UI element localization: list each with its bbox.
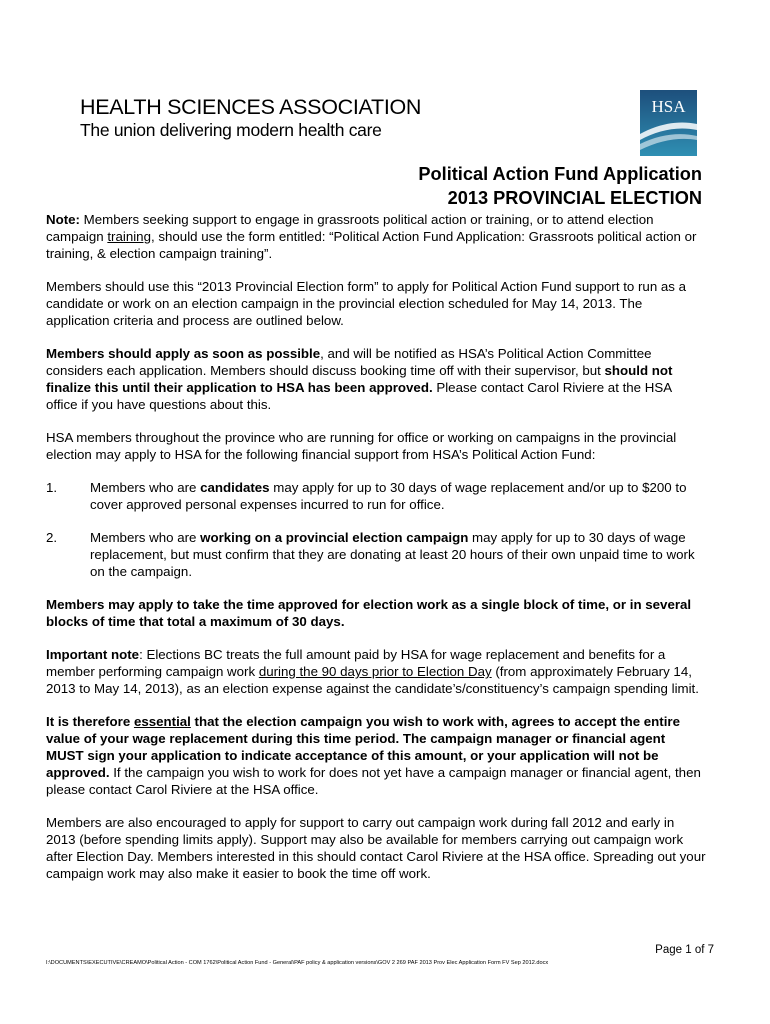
essential-paragraph: It is therefore essential that the election campaign you wish to work with, agrees to accept the entire value of your wage replacement during this time period. The campaign manager or financial agent MUST sign your application to indicate acceptance of this amount, or your application will not be approved. If the campaign you wish to work for does not yet have a campaign manager or financial agent, then please contact Carol Riviere at the HSA office. xyxy=(46,714,701,797)
time-blocks-paragraph: Members may apply to take the time approved for election work as a single block of time, or in several blocks of time that total a maximum of 30 days. xyxy=(46,597,692,629)
additional-support-paragraph: Members are also encouraged to apply for support to carry out campaign work during fall 2012 and early in 2013 (before spending limits apply). Support may also be available for members carrying out campaign work after Election Day. Members interested in this should contact Carol Riviere at the HSA office. Spreading out your campaign work may also make it easier to book the time off work. xyxy=(46,815,706,881)
list-number: 2. xyxy=(46,530,58,545)
list-number: 1. xyxy=(46,480,58,495)
list-item xyxy=(46,479,706,513)
organization-tagline: The union delivering modern health care xyxy=(80,120,382,140)
list-text: Members who are candidates may apply for up to 30 days of wage replacement and/or up to $200 to cover approved personal expenses incurred to run for office. xyxy=(90,480,687,512)
organization-header xyxy=(80,95,421,141)
logo-text: HSA xyxy=(651,97,686,116)
page-number: Page 1 of 7 xyxy=(655,944,714,956)
document-title xyxy=(418,162,702,210)
intro-paragraph: Members should use this “2013 Provincial Election form” to apply for Political Action Fund support to run as a candidate or work on an election campaign in the provincial election scheduled for May 14, 2013. The application criteria and process are outlined below. xyxy=(46,279,687,328)
organization-name: HEALTH SCIENCES ASSOCIATION xyxy=(80,95,422,119)
note-label: Note: xyxy=(46,212,80,227)
eligibility-paragraph: HSA members throughout the province who are running for office or working on campaigns in the provincial election may apply to HSA for the following financial support from HSA’s Political Action Fund: xyxy=(46,430,677,462)
hsa-logo xyxy=(640,90,697,156)
apply-asap-paragraph: Members should apply as soon as possible, and will be notified as HSA’s Political Action Committee considers each application. Members should discuss booking time off with their supervisor, but should not finalize this until their application to HSA has been approved. Please contact Carol Riviere at the HSA office if you have questions about this. xyxy=(46,346,673,412)
title-line-1: Political Action Fund Application xyxy=(418,164,702,184)
document-body xyxy=(46,211,706,898)
training-underlined: training xyxy=(107,229,151,244)
file-path-footer: I:\DOCUMENTS\EXECUTIVE\CREAMO\Political Action - COM 1762\Political Action Fund - General\PAF policy & application versions\GOV 2 269 PAF 2013 Prov Elec Application Form FV Sep 2012.docx xyxy=(46,960,549,966)
note-paragraph: Note: Members seeking support to engage in grassroots political action or training, or to attend election campaign training, should use the form entitled: “Political Action Fund Application: Grassroots political action or training, & election campaign training”. xyxy=(46,212,697,261)
important-note-paragraph: Important note: Elections BC treats the full amount paid by HSA for wage replacement and benefits for a member performing campaign work during the 90 days prior to Election Day (from approximately February 14, 2013 to May 14, 2013), as an election expense against the candidate’s/constituency’s campaign spending limit. xyxy=(46,647,699,696)
list-item xyxy=(46,529,706,580)
title-line-2: 2013 PROVINCIAL ELECTION xyxy=(447,188,702,208)
list-text: Members who are working on a provincial election campaign may apply for up to 30 days of wage replacement, but must confirm that they are donating at least 20 hours of their own unpaid time to work on the campaign. xyxy=(90,530,695,579)
